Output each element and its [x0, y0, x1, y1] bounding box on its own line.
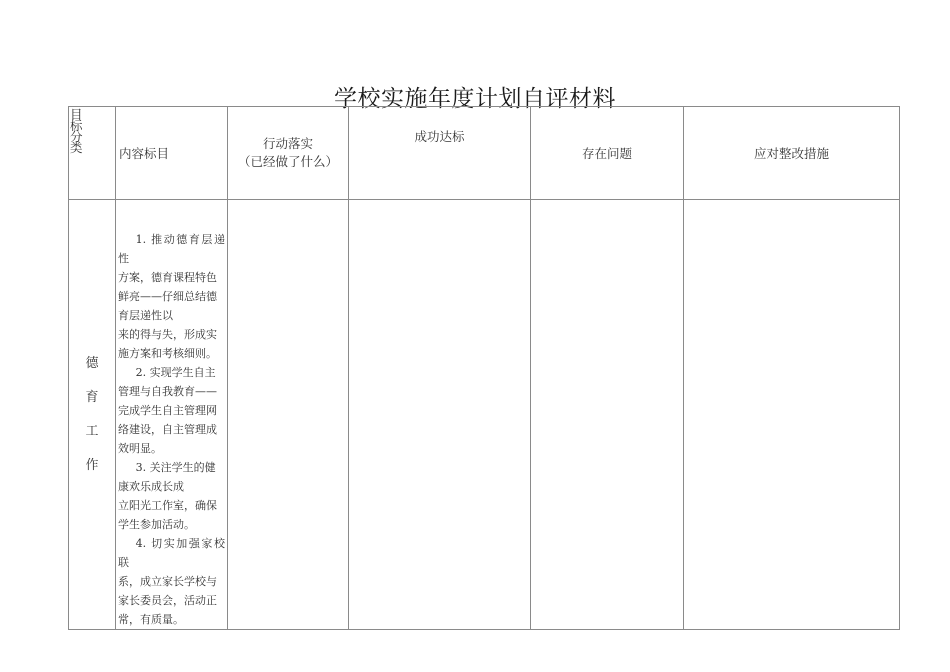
- row-content: [116, 200, 228, 630]
- content-line: 立阳光工作室，确保: [118, 499, 217, 512]
- content-line: 鲜亮——仔细总结德: [118, 290, 217, 303]
- document-title: 学校实施年度计划自评材料: [334, 86, 616, 112]
- header-category-char: 类: [70, 140, 83, 155]
- header-action: [228, 107, 349, 200]
- header-result: 成功达标: [349, 107, 531, 200]
- content-line: 家长委员会，活动正: [118, 594, 217, 607]
- content-line: 络建设，自主管理成: [118, 423, 217, 436]
- row-category-char: 工: [85, 423, 99, 439]
- row-problems: [531, 200, 684, 630]
- content-line: 康欢乐成长成: [118, 480, 184, 493]
- content-line: 施方案和考核细则。: [118, 347, 217, 360]
- header-category-char: 目: [70, 107, 83, 122]
- header-category-char: 分: [70, 129, 83, 144]
- header-action-line1: 行动落实: [262, 136, 313, 151]
- content-line: 1. 推动德育层递性: [118, 233, 225, 265]
- content-line: 4. 切实加强家校联: [118, 537, 225, 569]
- table-row: [69, 200, 900, 630]
- row-category-char: 育: [85, 389, 99, 405]
- row-result: [349, 200, 531, 630]
- self-evaluation-table: [68, 106, 900, 630]
- content-line: 常，有质量。: [118, 613, 184, 626]
- content-line: 2. 实现学生自主: [135, 366, 216, 379]
- table-header-row: [69, 107, 900, 200]
- row-action: [228, 200, 349, 630]
- row-category-char: 德: [85, 355, 99, 371]
- header-category-char: 标: [70, 118, 83, 133]
- content-line: 系，成立家长学校与: [118, 575, 217, 588]
- header-measures: 应对整改措施: [684, 107, 900, 200]
- content-line: 管理与自我教育——: [118, 385, 217, 398]
- header-action-line2: （已经做了什么）: [237, 154, 338, 169]
- content-line: 完成学生自主管理网: [118, 404, 217, 417]
- content-line: 3. 关注学生的健: [135, 461, 216, 474]
- row-category: [69, 200, 116, 630]
- header-content: 内容标目: [116, 107, 228, 200]
- content-line: 来的得与失，形成实: [118, 328, 217, 341]
- content-line: 育层递性以: [118, 309, 173, 322]
- content-line: 效明显。: [118, 442, 162, 455]
- header-problems: 存在问题: [531, 107, 684, 200]
- content-line: 方案，德育课程特色: [118, 271, 217, 284]
- row-category-char: 作: [85, 457, 99, 473]
- content-line: 学生参加活动。: [118, 518, 195, 531]
- header-category: [69, 107, 116, 200]
- row-measures: [684, 200, 900, 630]
